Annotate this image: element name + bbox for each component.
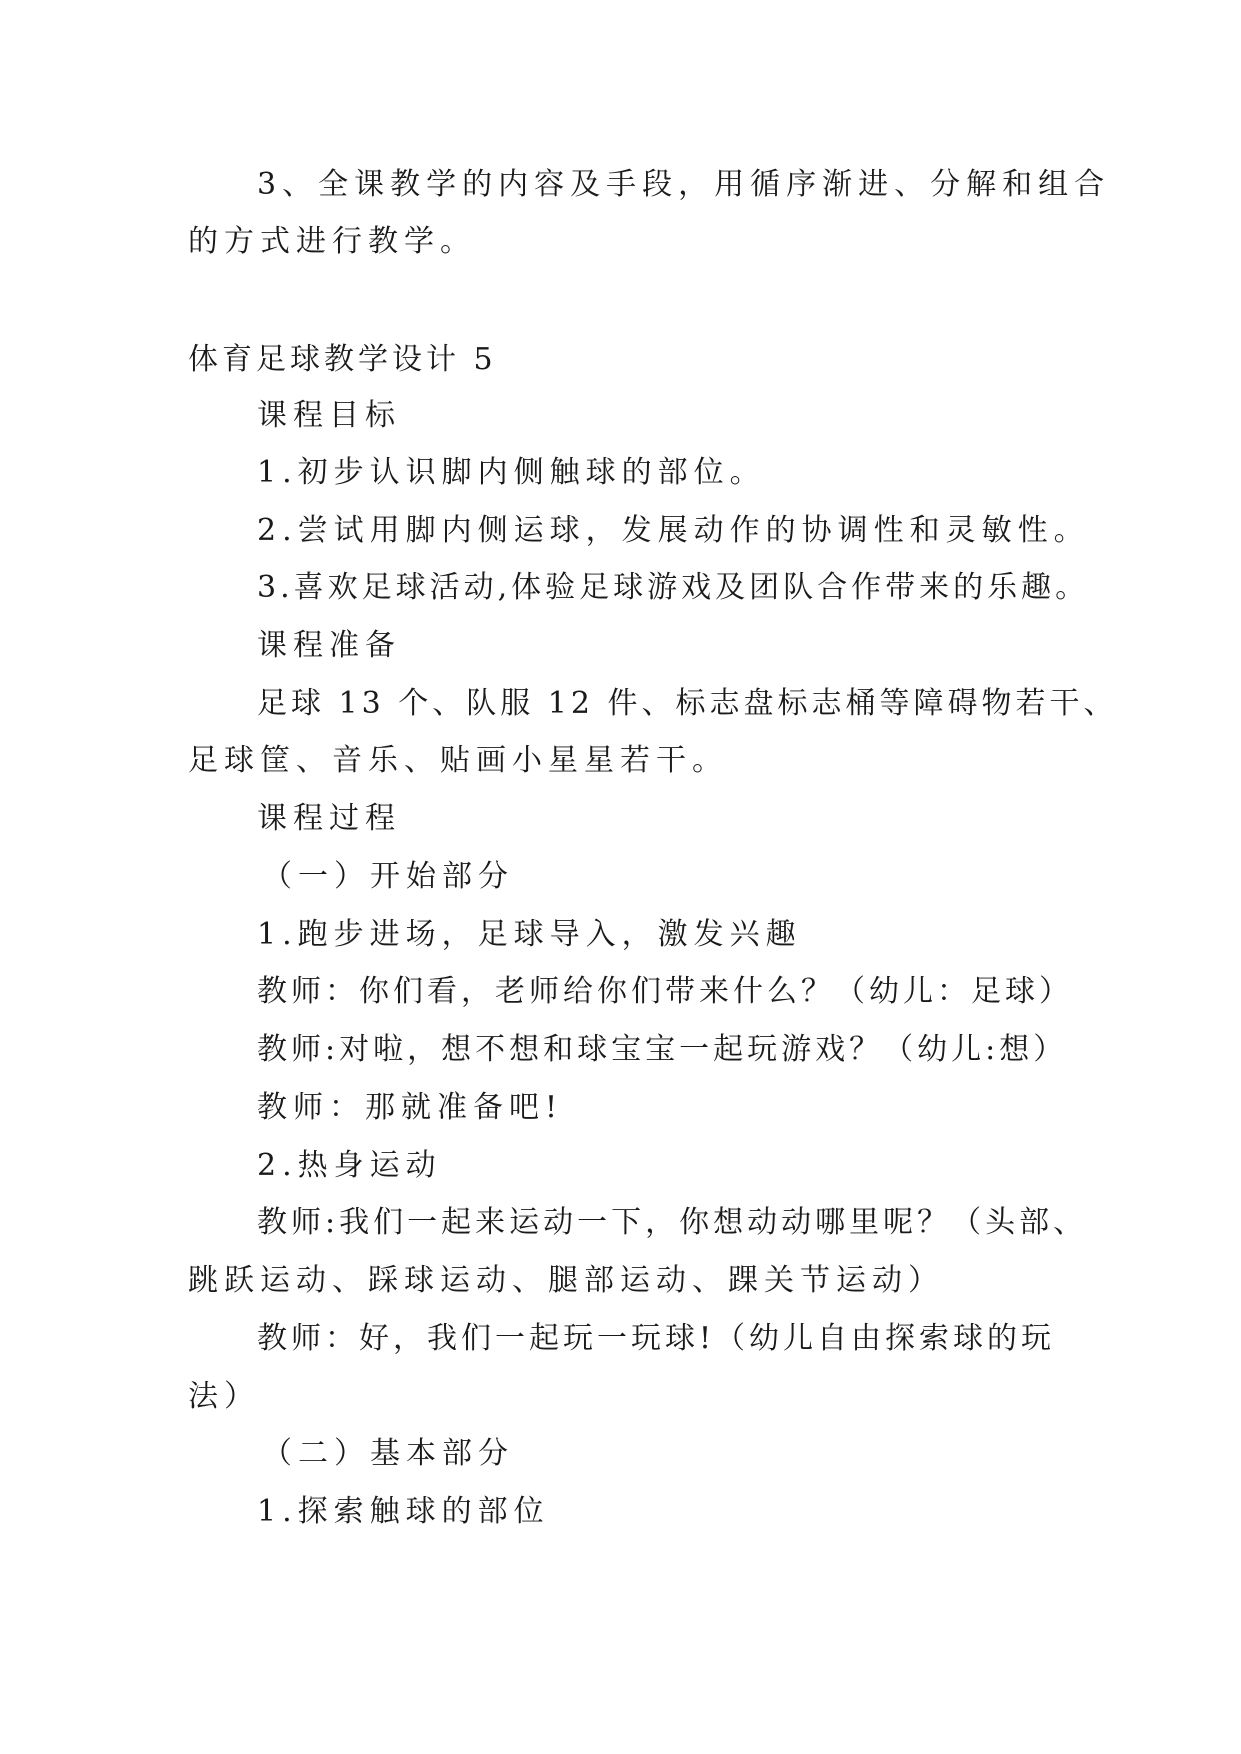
subheading: 课程过程 (257, 801, 401, 836)
subheading: （二）基本部分 (262, 1436, 514, 1471)
body-text-line: 3.喜欢足球活动,体验足球游戏及团队合作带来的乐趣。 (257, 570, 1090, 605)
body-text-line: 教师:对啦，想不想和球宝宝一起玩游戏？（幼儿:想） (257, 1032, 1068, 1067)
body-text-line: 的方式进行教学。 (188, 224, 476, 259)
subheading: （一）开始部分 (262, 859, 514, 894)
body-text-line: 法） (188, 1379, 260, 1414)
body-text-line: 1.探索触球的部位 (257, 1494, 550, 1529)
body-text-line: 跳跃运动、踩球运动、腿部运动、踝关节运动） (188, 1263, 944, 1298)
body-text-line: 教师:我们一起来运动一下，你想动动哪里呢？（头部、 (257, 1205, 1088, 1240)
body-text-line: 2.热身运动 (257, 1148, 442, 1183)
section-title: 体育足球教学设计 5 (188, 342, 497, 377)
body-text-line: 1.初步认识脚内侧触球的部位。 (257, 455, 766, 490)
body-text-line: 2.尝试用脚内侧运球，发展动作的协调性和灵敏性。 (257, 513, 1090, 548)
body-text-line: 教师：那就准备吧! (257, 1090, 564, 1125)
body-text-line: 足球 13 个、队服 12 件、标志盘标志桶等障碍物若干、 (257, 686, 1118, 721)
subheading: 课程目标 (257, 398, 401, 433)
body-text-line: 1.跑步进场，足球导入，激发兴趣 (257, 917, 802, 952)
body-text-line: 足球筐、音乐、贴画小星星若干。 (188, 743, 728, 778)
body-text-line: 教师：好，我们一起玩一玩球!（幼儿自由探索球的玩 (257, 1321, 1056, 1356)
body-text-line: 教师：你们看，老师给你们带来什么？（幼儿：足球） (257, 974, 1073, 1009)
subheading: 课程准备 (257, 628, 401, 663)
body-text-line: 3、全课教学的内容及手段，用循序渐进、分解和组合 (257, 167, 1111, 202)
